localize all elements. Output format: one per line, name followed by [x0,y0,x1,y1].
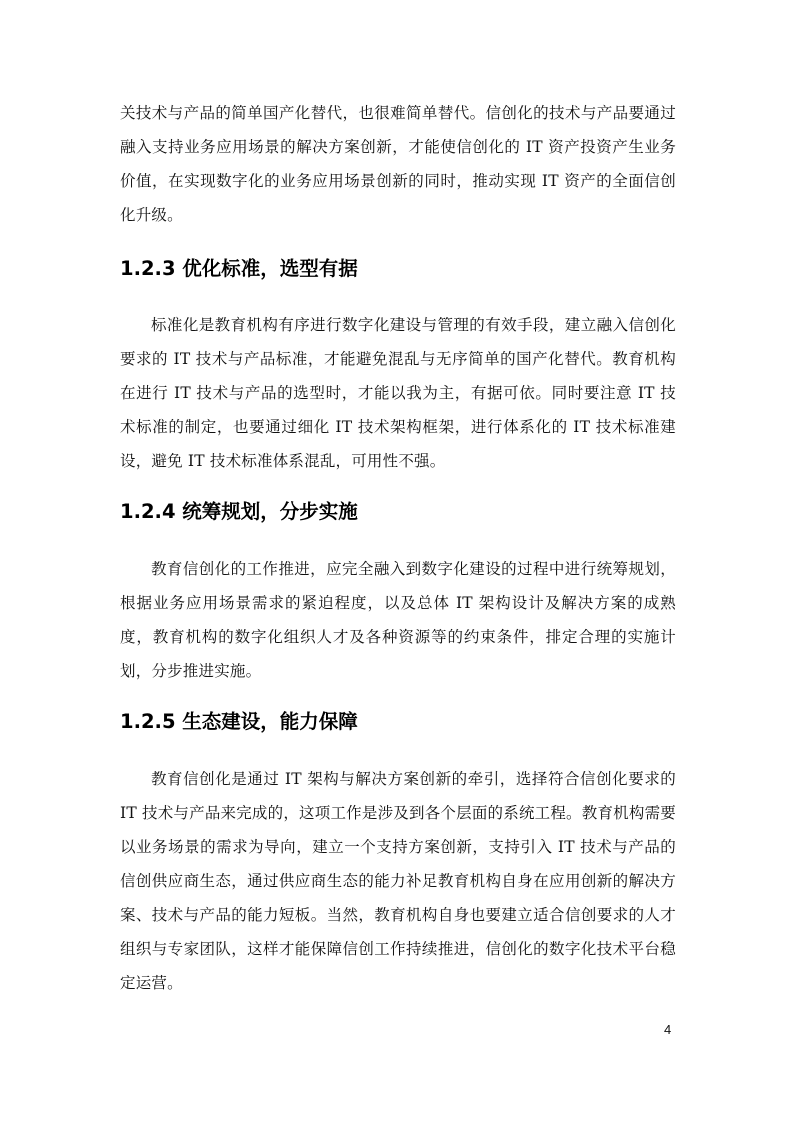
section-heading-1-2-4: 1.2.4 统筹规划，分步实施 [120,500,358,523]
page-number: 4 [664,1022,672,1037]
section-heading-1-2-3: 1.2.3 优化标准，选型有据 [120,257,358,280]
body-paragraph-continuation: 关技术与产品的简单国产化替代，也很难简单替代。信创化的技术与产品要通过融入支持业务应用场景的解决方案创新，才能使信创化的 IT 资产投资产生业务价值，在实现数字化的业务应用场景创新的同时，推动实现 IT 资产的全面信创化升级。 [120,104,676,224]
body-paragraph-ecosystem: 教育信创化是通过 IT 架构与解决方案创新的牵引，选择符合信创化要求的 IT 技术与产品来完成的，这项工作是涉及到各个层面的系统工程。教育机构需要以业务场景的需求为导向，建立一个支持方案创新，支持引入 IT 技术与产品的信创供应商生态，通过供应商生态的能力补足教育机构自身在应用创新的解决方案、技术与产品的能力短板。当然，教育机构自身也要建立适合信创要求的人才组织与专家团队，这样才能保障信创工作持续推进，信创化的数字化技术平台稳定运营。 [120,770,676,992]
body-paragraph-standards: 标准化是教育机构有序进行数字化建设与管理的有效手段，建立融入信创化要求的 IT 技术与产品标准，才能避免混乱与无序简单的国产化替代。教育机构在进行 IT 技术与产品的选型时，才能以我为主，有据可依。同时要注意 IT 技术标准的制定，也要通过细化 IT 技术架构框架，进行体系化的 IT 技术标准建设，避免 IT 技术标准体系混乱，可用性不强。 [120,316,676,470]
body-paragraph-planning: 教育信创化的工作推进，应完全融入到数字化建设的过程中进行统筹规划，根据业务应用场景需求的紧迫程度，以及总体 IT 架构设计及解决方案的成熟度，教育机构的数字化组织人才及各种资源等的约束条件，排定合理的实施计划，分步推进实施。 [120,560,676,680]
section-heading-1-2-5: 1.2.5 生态建设，能力保障 [120,710,358,733]
